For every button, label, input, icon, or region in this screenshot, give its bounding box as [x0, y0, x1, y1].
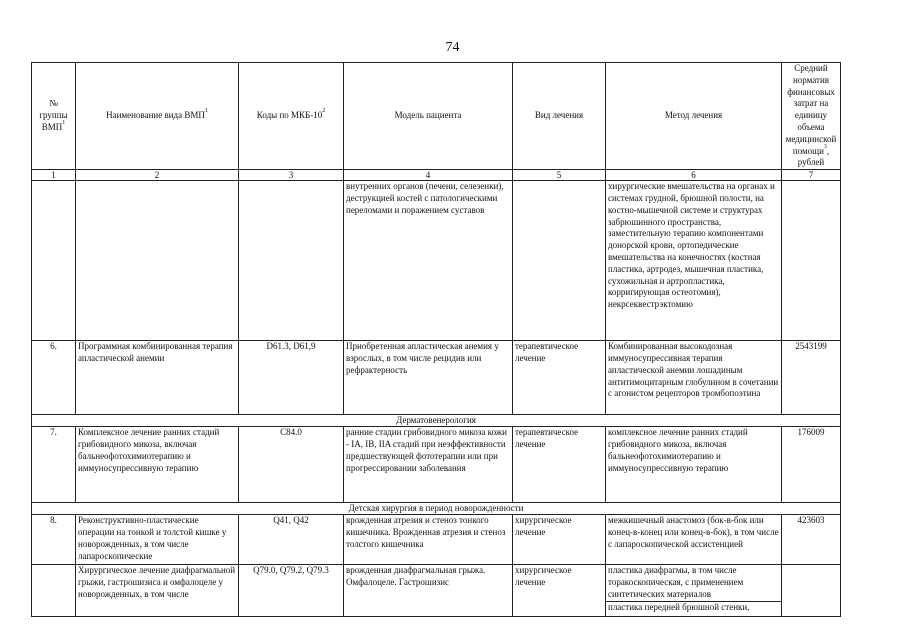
- col-num-6: 6: [606, 170, 782, 181]
- row-number: 7.: [32, 427, 76, 503]
- row-cost: [782, 565, 841, 617]
- col-num-4: 4: [344, 170, 513, 181]
- row-treatment-type: терапевтическое лечение: [513, 427, 606, 503]
- row-number: 6.: [32, 341, 76, 415]
- row-number: [32, 565, 76, 617]
- col-num-2: 2: [76, 170, 239, 181]
- header-row: [32, 63, 841, 170]
- row-patient-model: врожденная атрезия и стеноз тонкого кишечника. Врожденная атрезия и стеноз толстого кишечника: [344, 515, 513, 565]
- section-row-dermatology: [32, 415, 841, 427]
- table-row: [32, 565, 841, 617]
- header-group-number: № группы ВМП$^1$: [32, 63, 76, 170]
- col-num-3: 3: [239, 170, 344, 181]
- row-icd-codes: C84.0: [239, 427, 344, 503]
- section-title: Дерматовенерология: [32, 415, 841, 427]
- header-treatment-type: Вид лечения: [513, 63, 606, 170]
- row-treatment-method: [606, 565, 782, 617]
- row-vmp-name: Реконструктивно-пластические операции на тонкой и толстой кишке у новорожденных, в том числе лапароскопические: [76, 515, 239, 565]
- header-icd-codes: Коды по МКБ-$10^2$: [239, 63, 344, 170]
- row-treatment-method: межкишечный анастомоз (бок-в-бок или конец-в-конец или конец-в-бок), в том числе с лапароскопической ассистенцией: [606, 515, 782, 565]
- header-vmp-name: Наименование вида ВМП$^1$: [76, 63, 239, 170]
- table-row: [32, 427, 841, 503]
- continued-method: хирургические вмешательства на органах и системах грудной, брюшной полости, на костно-мышечной системе и структурах забрюшинного пространства, заместительную терапию компонентами донорской крови, ортопедические вмешательства на конечностях (костная пластика, артродез, мышечная пластика, сухожильная и артропластика, корригирующая остеотомия), некрсеквестрэктомию: [606, 181, 782, 341]
- method-line: пластика передней брюшной стенки,: [606, 601, 781, 614]
- table-row: [32, 515, 841, 565]
- row-treatment-method: Комбинированная высокодозная иммуносупрессивная терапия апластической анемии лошадиным антитимоцитарным глобулином в сочетании с агонистом рецепторов тромбопоэтина: [606, 341, 782, 415]
- col-num-1: 1: [32, 170, 76, 181]
- row-cost: 176009: [782, 427, 841, 503]
- row-cost: 423603: [782, 515, 841, 565]
- header-cost-standard: Средний норматив финансовых затрат на единицу объема медицинской помощи$^3$, рублей: [782, 63, 841, 170]
- row-icd-codes: Q41, Q42: [239, 515, 344, 565]
- row-treatment-type: хирургическое лечение: [513, 565, 606, 617]
- header-treatment-method: Метод лечения: [606, 63, 782, 170]
- continued-model: внутренних органов (печени, селезенки), деструкцией костей с патологическими переломами и поражением суставов: [344, 181, 513, 341]
- row-vmp-name: Хирургическое лечение диафрагмальной грыжи, гастрошизиса и омфалоцеле у новорожденных, в том числе: [76, 565, 239, 617]
- row-cost: 2543199: [782, 341, 841, 415]
- vmp-table: [31, 62, 841, 617]
- row-number: 8.: [32, 515, 76, 565]
- column-number-row: [32, 170, 841, 181]
- col-num-7: 7: [782, 170, 841, 181]
- row-icd-codes: Q79.0, Q79.2, Q79.3: [239, 565, 344, 617]
- table-row: [32, 341, 841, 415]
- col-num-5: 5: [513, 170, 606, 181]
- row-patient-model: ранние стадии грибовидного микоза кожи - IA, IB, IIA стадий при неэффективности предшествующей фототерапии или при прогрессировании заболевания: [344, 427, 513, 503]
- section-title: Детская хирургия в период новорожденности: [32, 503, 841, 515]
- row-patient-model: врожденная диафрагмальная грыжа. Омфалоцеле. Гастрошизис: [344, 565, 513, 617]
- row-vmp-name: Комплексное лечение ранних стадий грибовидного микоза, включая бальнеофотохимиотерапию и иммуносупрессивную терапию: [76, 427, 239, 503]
- row-treatment-method: комплексное лечение ранних стадий грибовидного микоза, включая бальнеофотохимиотерапию и иммуносупрессивную терапию: [606, 427, 782, 503]
- row-treatment-type: хирургическое лечение: [513, 515, 606, 565]
- row-patient-model: Приобретенная апластическая анемия у взрослых, в том числе рецидив или рефрактерность: [344, 341, 513, 415]
- continued-row: [32, 181, 841, 341]
- row-treatment-type: терапевтическое лечение: [513, 341, 606, 415]
- header-patient-model: Модель пациента: [344, 63, 513, 170]
- page-number: 74: [445, 40, 460, 55]
- method-line: пластика диафрагмы, в том числе торакоскопическая, с применением синтетических материалов: [608, 565, 744, 599]
- row-vmp-name: Программная комбинированная терапия апластической анемии: [76, 341, 239, 415]
- section-row-neonatal-surgery: [32, 503, 841, 515]
- row-icd-codes: D61.3, D61,9: [239, 341, 344, 415]
